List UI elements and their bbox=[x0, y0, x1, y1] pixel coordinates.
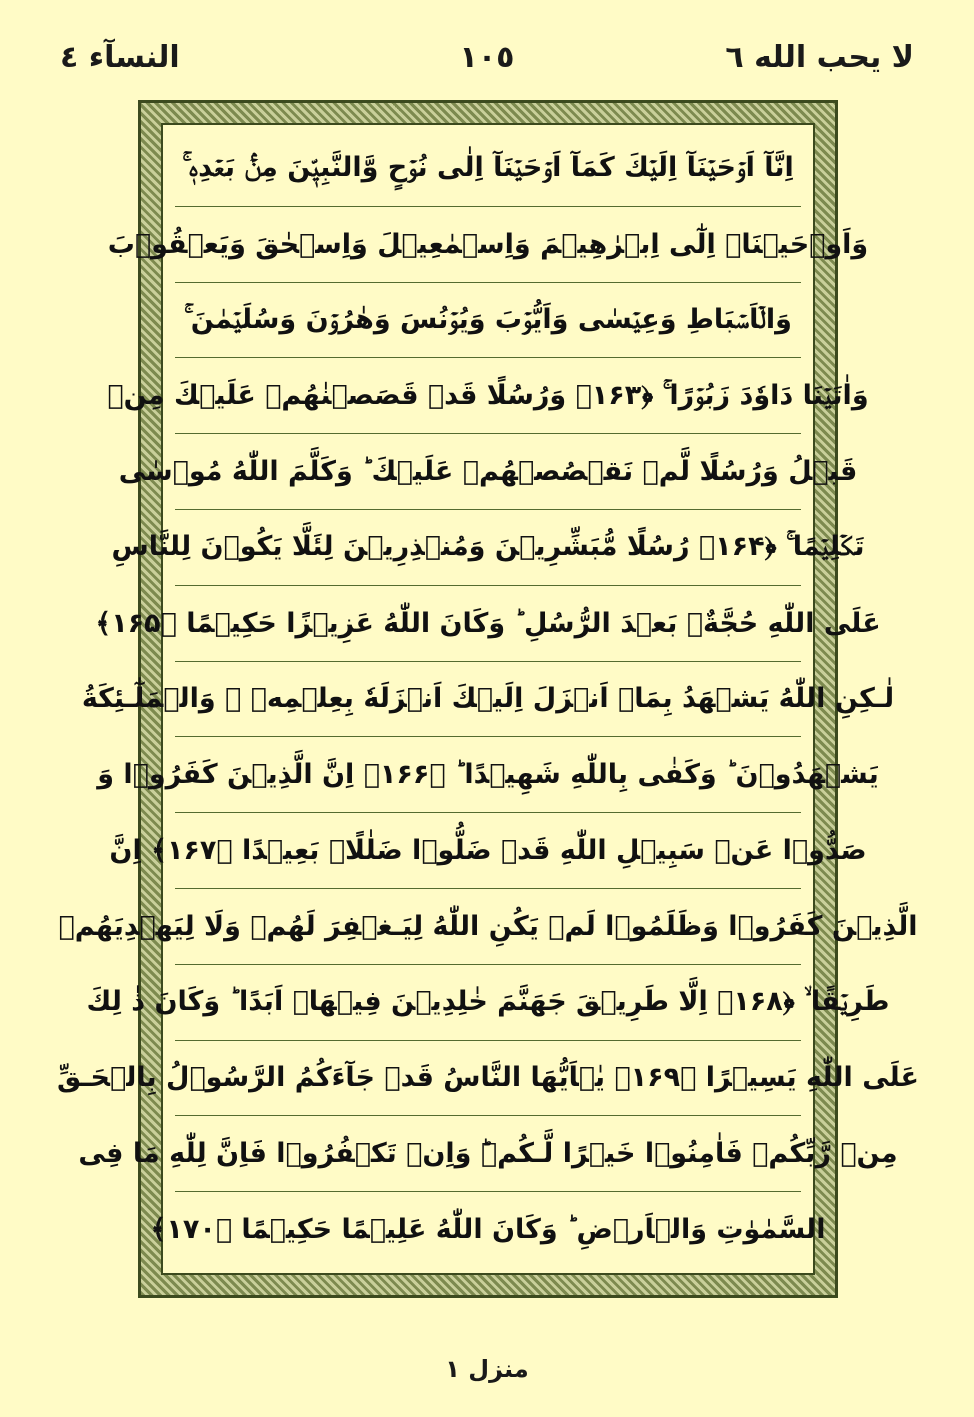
page-number: ١٠٥ bbox=[459, 40, 515, 75]
verse-line: السَّمٰوٰتِ وَالۡاَرۡضِ‌ ؕ وَكَانَ اللّٰهُ عَلِيۡمًا حَكِيۡمًا ﴿۱۷۰﴾ bbox=[150, 1214, 826, 1246]
verse-line: لٰـكِنِ اللّٰهُ يَشۡهَدُ بِمَاۤ اَنۡزَلَ اِلَيۡكَ اَنۡزَلَهٗ بِعِلۡمِهٖ‌ ۚ وَالۡمَلٰٓـئِكَةُ bbox=[175, 662, 801, 738]
verse-line: تَكۡلِيۡمًا‌ ۚ ﴿۱۶۴﴾ رُسُلًا مُّبَشِّرِيۡنَ وَمُنۡذِرِيۡنَ لِئَلَّا يَكُوۡنَ لِلنَّاسِ bbox=[175, 510, 801, 586]
verse-line: وَاَوۡحَيۡنَاۤ اِلٰٓى اِبۡرٰهِيۡمَ وَاِسۡمٰعِيۡلَ وَاِسۡحٰقَ وَيَعۡقُوۡبَ bbox=[175, 207, 801, 283]
verse-line: يَشۡهَدُوۡنَ‌ ؕ وَكَفٰى بِاللّٰهِ شَهِيۡدًا ؕ ﴿۱۶۶﴾ اِنَّ الَّذِيۡنَ كَفَرُوۡا وَ bbox=[175, 737, 801, 813]
verse-line: وَاٰتَيۡنَا دَاوٗدَ زَبُوۡرًا‌ ۚ ﴿۱۶۳﴾ وَرُسُلًا قَدۡ قَصَصۡنٰهُمۡ عَلَيۡكَ مِنۡ bbox=[175, 358, 801, 434]
verse-line: عَلَى اللّٰهِ حُجَّةٌۢ بَعۡدَ الرُّسُلِ‌ ؕ وَكَانَ اللّٰهُ عَزِيۡزًا حَكِيۡمًا ﴿۱۶۵﴾ bbox=[175, 586, 801, 662]
ornamental-border bbox=[56, 100, 919, 1298]
verse-line: طَرِيۡقًا ۙ ﴿۱۶۸﴾ اِلَّا طَرِيۡقَ جَهَنَّمَ خٰلِدِيۡنَ فِيۡهَاۤ اَبَدًا‌ ؕ وَكَانَ ذٰ لِكَ bbox=[175, 965, 801, 1041]
manzil-label: منزل ١ bbox=[445, 1355, 529, 1383]
verse-lines bbox=[56, 131, 919, 1267]
verse-line: الَّذِيۡنَ كَفَرُوۡا وَظَلَمُوۡا لَمۡ يَكُنِ اللّٰهُ لِيَـغۡفِرَ لَهُمۡ وَلَا لِيَهۡدِيَهُمۡ bbox=[175, 889, 801, 965]
verse-line: عَلَى اللّٰهِ يَسِيۡرًا ﴿۱۶۹﴾ يٰۤاَيُّهَا النَّاسُ قَدۡ جَآءَكُمُ الرَّسُوۡلُ بِالۡحَـقِّ bbox=[175, 1041, 801, 1117]
verse-line: وَالۡاَسۡبَاطِ وَعِيۡسٰى وَاَيُّوۡبَ وَيُوۡنُسَ وَهٰرُوۡنَ وَسُلَيۡمٰنَ‌ ۚ bbox=[175, 283, 801, 359]
page-header bbox=[0, 40, 974, 90]
verse-line: اِنَّآ اَوۡحَيۡنَآ اِلَيۡكَ كَمَآ اَوۡحَيۡنَآ اِلٰى نُوۡحٍ وَّالنَّبِيّٖنَ مِنۡۢ بَعۡدِهٖ‌ ۚ bbox=[175, 131, 801, 207]
text-panel bbox=[56, 123, 919, 1275]
surah-title: النسآء ٤ bbox=[60, 40, 180, 75]
juz-title: لا يحب الله ٦ bbox=[725, 40, 914, 75]
verse-line: مِنۡ رَّبِّكُمۡ فَاٰمِنُوۡا خَيۡرًا لَّـكُمۡ‌ؕ وَاِنۡ تَكۡفُرُوۡا فَاِنَّ لِلّٰهِ مَا فِى bbox=[175, 1116, 801, 1192]
verse-line: صَدُّوۡا عَنۡ سَبِيۡلِ اللّٰهِ قَدۡ ضَلُّوۡا ضَلٰلًاۢ بَعِيۡدًا ﴿۱۶۷﴾ اِنَّ bbox=[175, 813, 801, 889]
verse-line: قَبۡلُ وَرُسُلًا لَّمۡ نَقۡصُصۡهُمۡ عَلَيۡكَ‌ ؕ وَكَلَّمَ اللّٰهُ مُوۡسٰى bbox=[175, 434, 801, 510]
